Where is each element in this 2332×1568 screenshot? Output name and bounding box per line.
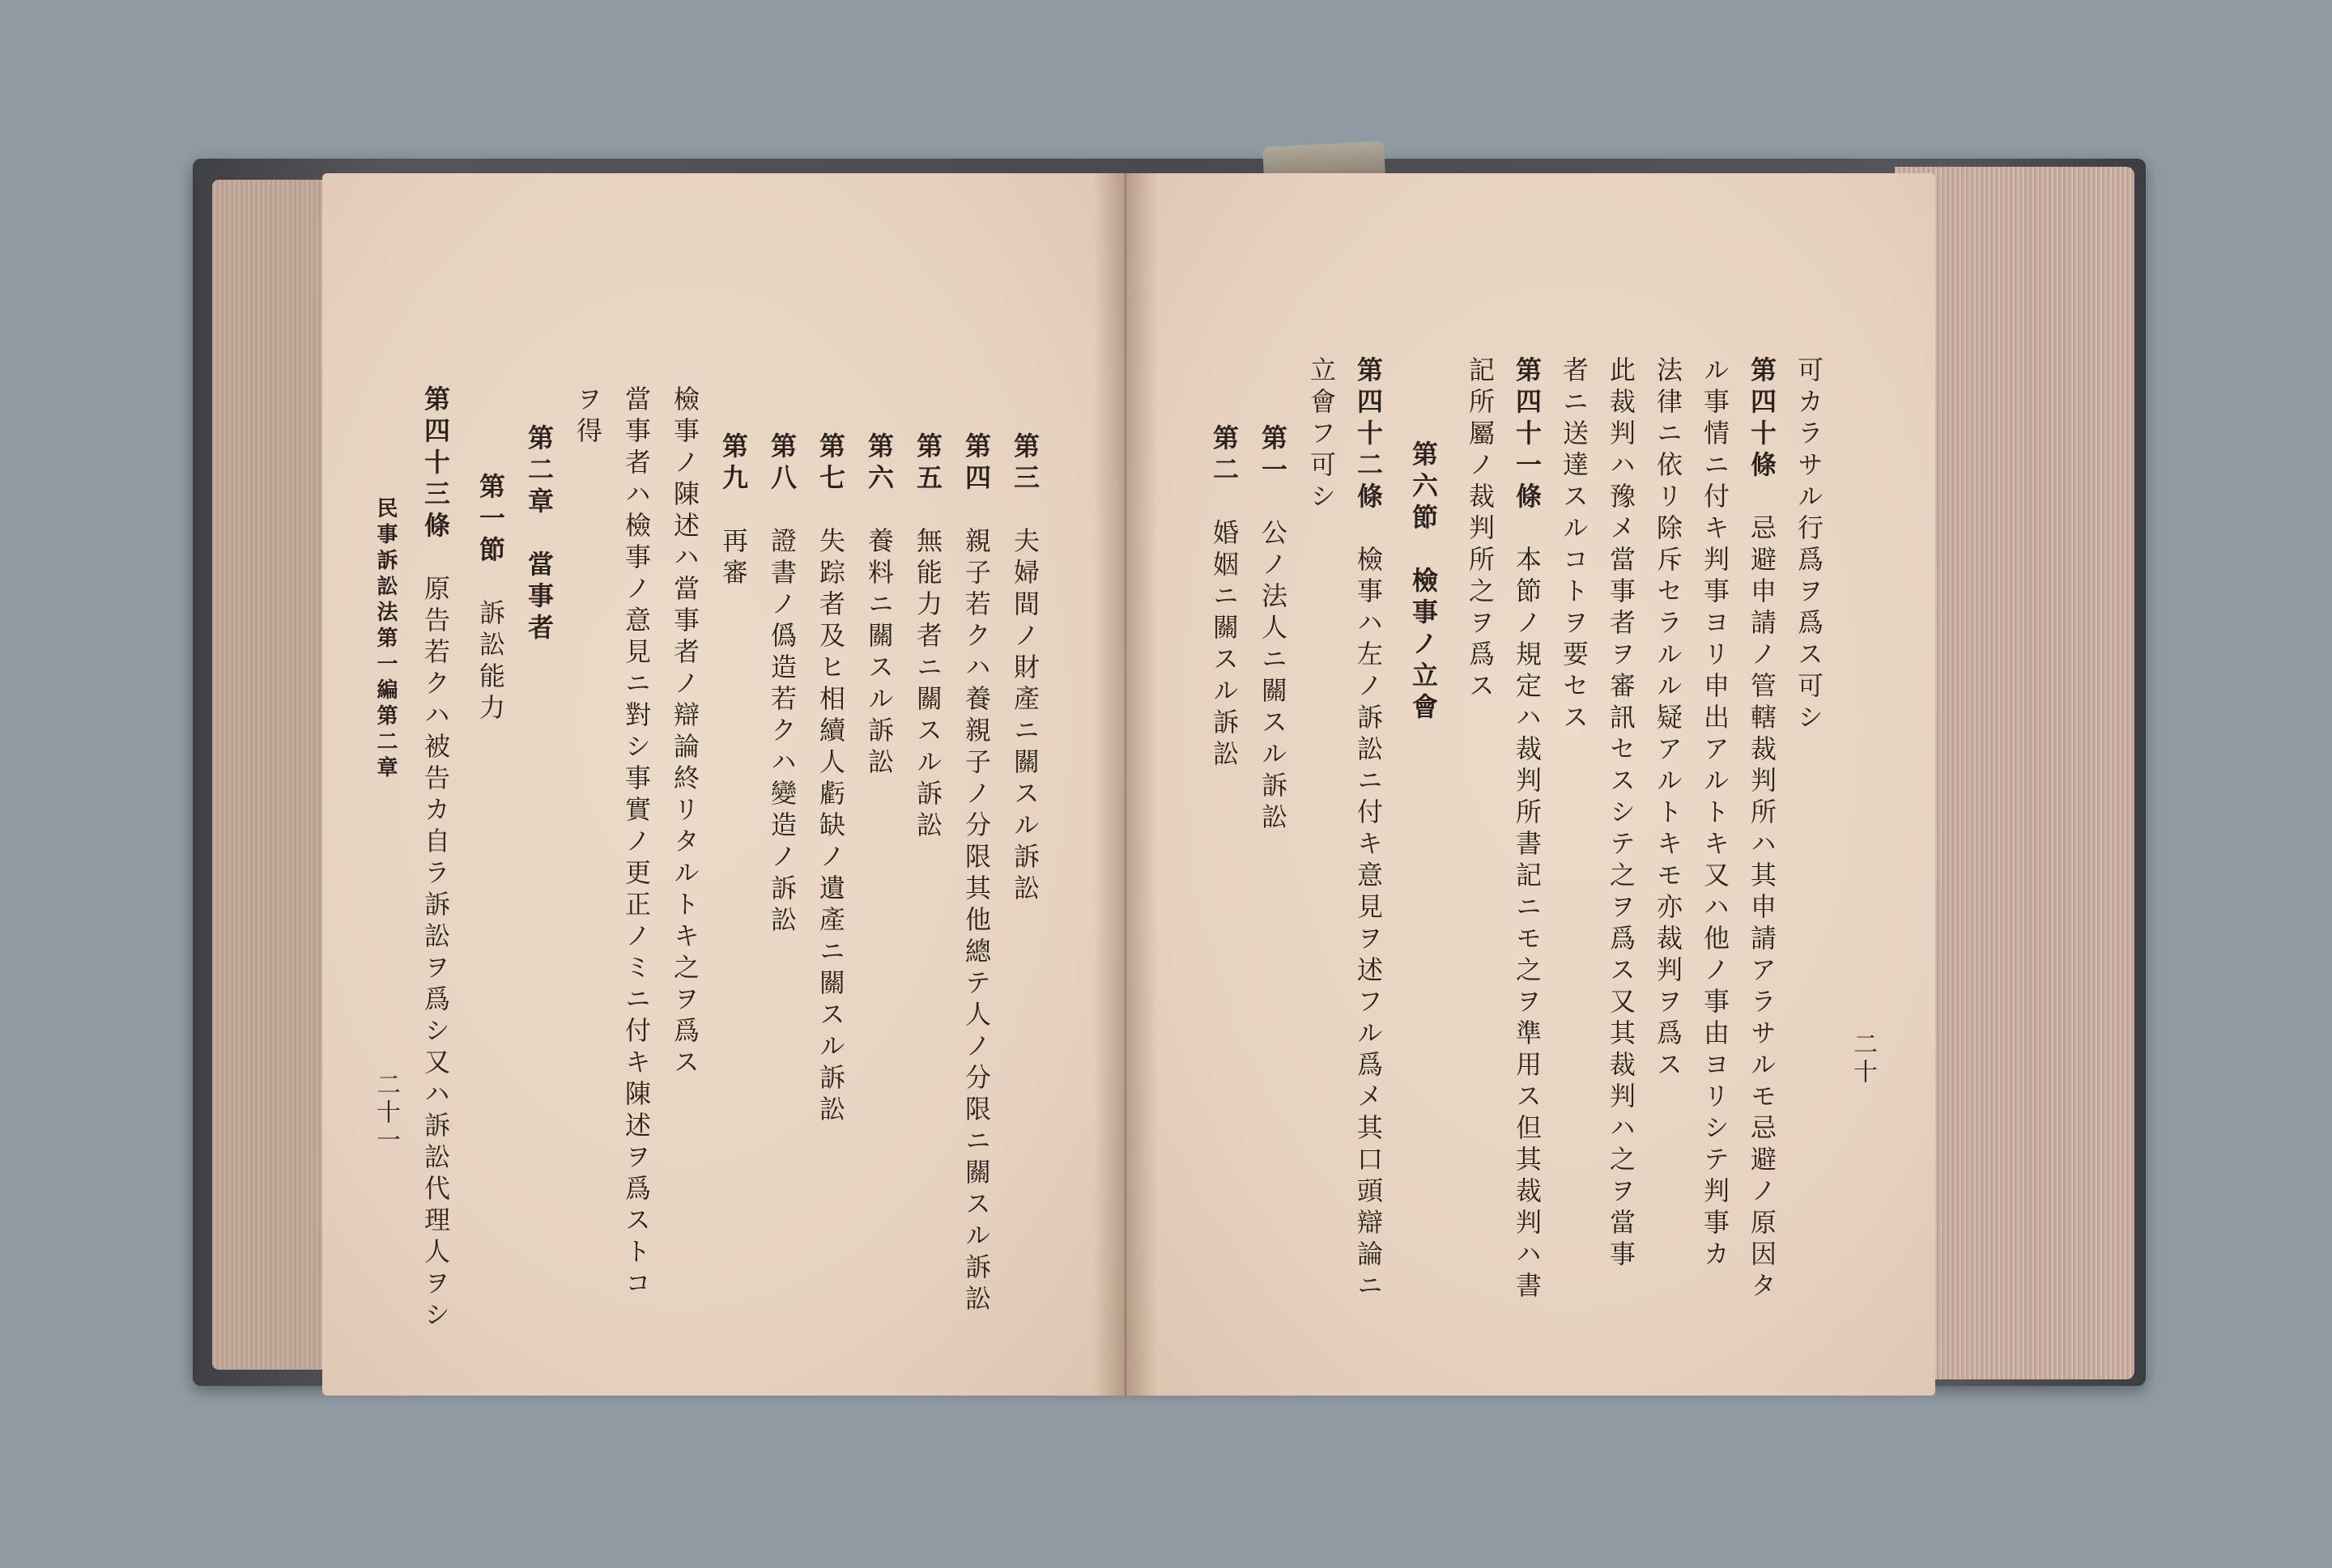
right-page	[1126, 173, 1935, 1396]
text-column: 第八 證書ノ僞造若クハ變造ノ訴訟	[767, 432, 798, 937]
text-column: 第五 無能力者ニ關スル訴訟	[913, 432, 943, 843]
text-column: 立會フ可シ	[1306, 356, 1337, 514]
text-column: 第一 公ノ法人ニ關スル訴訟	[1257, 424, 1288, 835]
text-column: 者ニ送達スルコトヲ要セス	[1559, 356, 1589, 735]
text-column: 第三 夫婦間ノ財產ニ關スル訴訟	[1010, 432, 1040, 906]
text-column: 檢事ノ陳述ハ當事者ノ辯論終リタルトキ之ヲ爲ス	[670, 385, 700, 1080]
section-heading: 第六節 檢事ノ立會	[1408, 440, 1439, 725]
running-header: 民事訴訟法第一編第二章	[373, 497, 398, 782]
page-number: 二十	[1849, 1031, 1877, 1086]
article-column: 第四十條 忌避申請ノ管轄裁判所ハ其申請アラサルモ忌避ノ原因タ	[1747, 356, 1777, 1303]
text-column: ヲ得	[572, 385, 603, 448]
text-column: 可カラサル行爲ヲ爲ス可シ	[1794, 356, 1824, 735]
page-number: 二十一	[372, 1072, 400, 1154]
article-column: 第四十二條 檢事ハ左ノ訴訟ニ付キ意見ヲ述フル爲メ其口頭辯論ニ	[1353, 356, 1384, 1303]
text-column: 第四 親子若クハ養親子ノ分限其他總テ人ノ分限ニ關スル訴訟	[961, 432, 992, 1316]
section-heading: 第一節 訴訟能力	[475, 473, 506, 725]
article-column: 第四十一條 本節ノ規定ハ裁判所書記ニモ之ヲ準用ス但其裁判ハ書	[1512, 356, 1543, 1303]
text-column: 此裁判ハ豫メ當事者ヲ審訊セスシテ之ヲ爲ス又其裁判ハ之ヲ當事	[1606, 356, 1636, 1272]
left-page-stack-edge	[212, 180, 332, 1370]
text-column: 第二 婚姻ニ關スル訴訟	[1209, 424, 1240, 771]
article-column: 第四十三條 原告若クハ被告カ自ラ訴訟ヲ爲シ又ハ訴訟代理人ヲシ	[420, 385, 451, 1332]
chapter-heading: 第二章 當事者	[524, 424, 555, 645]
text-column: 法律ニ依リ除斥セラルル疑アルトキモ亦裁判ヲ爲ス	[1653, 356, 1683, 1082]
text-column: 第六 養料ニ關スル訴訟	[864, 432, 895, 780]
text-column: 記所屬ノ裁判所之ヲ爲ス	[1465, 356, 1496, 703]
left-page	[322, 173, 1126, 1396]
text-column: 第九 再審	[718, 432, 749, 590]
text-column: 當事者ハ檢事ノ意見ニ對シ事實ノ更正ノミニ付キ陳述ヲ爲ストコ	[621, 385, 652, 1301]
text-column: 第七 失踪者及ヒ相續人虧缺ノ遺產ニ關スル訴訟	[815, 432, 846, 1127]
text-column: ル事情ニ付キ判事ヨリ申出アルトキ又ハ他ノ事由ヨリシテ判事カ	[1700, 356, 1730, 1272]
